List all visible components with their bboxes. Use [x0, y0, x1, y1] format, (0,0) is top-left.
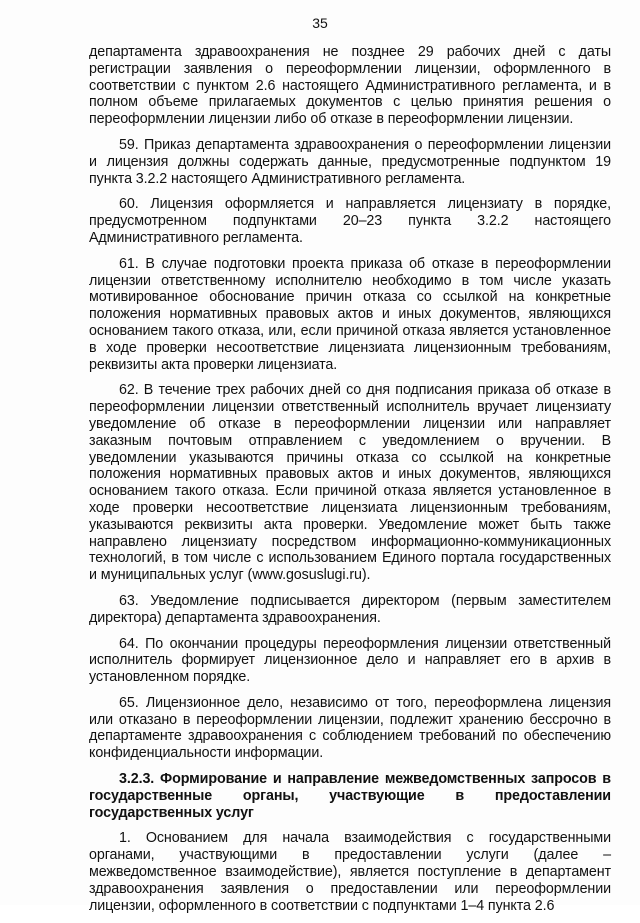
section-heading-3-2-3: 3.2.3. Формирование и направление межведомственных запросов в государственные органы, участвующие в предоставлении государственных услуг: [89, 771, 611, 821]
page-number: 35: [312, 15, 328, 31]
paragraph-61: 61. В случае подготовки проекта приказа об отказе в переоформлении лицензии ответственному исполнителю необходимо в том числе указать мотивированное обоснование причин отказа со ссылкой на конкретные положения нормативных правовых актов и иных документов, являющихся основанием такого отказа, или, если причиной отказа является установленное в ходе проверки несоответствие лицензиата лицензионным требованиям, реквизиты акта проверки лицензиата.: [89, 255, 611, 373]
paragraph-62: 62. В течение трех рабочих дней со дня подписания приказа об отказе в переоформлении лицензии ответственный исполнитель вручает лицензиату уведомление об отказе в переоформлении лицензии или направляет заказным почтовым отправлением с уведомлением о вручении. В уведомлении указываются причины отказа со ссылкой на конкретные положения нормативных правовых актов и иных документов, являющихся основанием такого отказа. Если причиной отказа является установленное в ходе проверки несоответствие лицензиата лицензионным требованиям, указываются реквизиты акта проверки. Уведомление может быть также направлено лицензиату посредством информационно-коммуникационных технологий, в том числе с использованием Единого портала государственных и муниципальных услуг (www.gosuslugi.ru).: [89, 382, 611, 584]
paragraph-1: 1. Основанием для начала взаимодействия с государственными органами, участвующими в предоставлении услуги (далее – межведомственное взаимодействие), является поступление в департамент здравоохранения заявления о предоставлении или переоформлении лицензии, оформленного в соответствии с подпунктами 1–4 пункта 2.6: [89, 830, 611, 914]
paragraph-59: 59. Приказ департамента здравоохранения о переоформлении лицензии и лицензия должны содержать данные, предусмотренные подпунктом 19 пункта 3.2.2 настоящего Административного регламента.: [89, 136, 611, 187]
document-body: [89, 44, 611, 923]
paragraph-63: 63. Уведомление подписывается директором (первым заместителем директора) департамента здравоохранения.: [89, 592, 611, 626]
paragraph-continuation: департамента здравоохранения не позднее 29 рабочих дней с даты регистрации заявления о переоформлении лицензии, оформленного в соответствии с пунктом 2.6 настоящего Административного регламента, и в полном объеме прилагаемых документов с целью принятия решения о переоформлении лицензии либо об отказе в переоформлении лицензии.: [89, 44, 611, 128]
paragraph-65: 65. Лицензионное дело, независимо от того, переоформлена лицензия или отказано в переоформлении лицензии, подлежит хранению бессрочно в департаменте здравоохранения с соблюдением требований по обеспечению конфиденциальности информации.: [89, 694, 611, 762]
paragraph-60: 60. Лицензия оформляется и направляется лицензиату в порядке, предусмотренном подпунктами 20–23 пункта 3.2.2 настоящего Административного регламента.: [89, 196, 611, 246]
paragraph-64: 64. По окончании процедуры переоформления лицензии ответственный исполнитель формирует лицензионное дело и направляет его в архив в установленном порядке.: [89, 635, 611, 686]
